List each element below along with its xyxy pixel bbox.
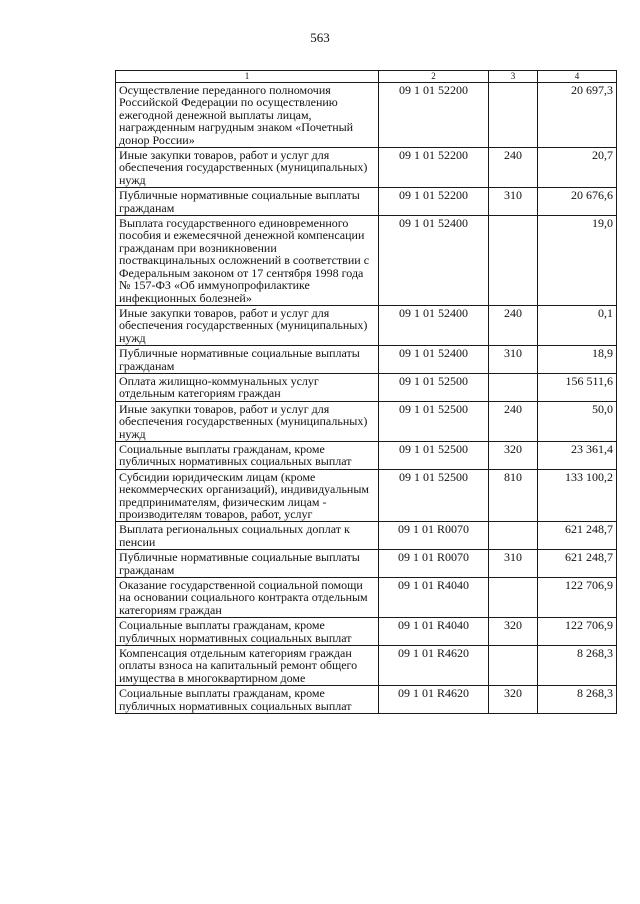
amount-cell: 19,0 [538,216,617,306]
amount-cell: 0,1 [538,305,617,345]
target-code-cell: 09 1 01 R4620 [379,646,489,686]
amount-cell: 18,9 [538,346,617,374]
table-row [116,216,617,306]
expense-name-cell: Субсидии юридическим лицам (кроме некоммерческих организаций), индивидуальным предпринимателям, физическим лицам - производителям товаров, работ, услуг [116,469,379,522]
page-number: 563 [310,30,330,45]
amount-cell: 621 248,7 [538,550,617,578]
expense-name-cell: Социальные выплаты гражданам, кроме публичных нормативных социальных выплат [116,618,379,646]
target-code-cell: 09 1 01 52200 [379,148,489,188]
table-row [116,469,617,522]
target-code-cell: 09 1 01 52400 [379,216,489,306]
amount-cell: 122 706,9 [538,578,617,618]
expense-name-cell: Иные закупки товаров, работ и услуг для обеспечения государственных (муниципальных) нужд [116,305,379,345]
table-row [116,305,617,345]
table-row [116,522,617,550]
expense-type-cell [489,373,538,401]
expense-name-cell: Публичные нормативные социальные выплаты гражданам [116,550,379,578]
column-header-3: 3 [489,71,538,83]
table-row [116,373,617,401]
expense-name-cell: Выплата государственного единовременного пособия и ежемесячной денежной компенсации гражданам при возникновении поствакцинальных осложнений в соответствии с Федеральным законом от 17 сентября 1998 года № 157-ФЗ «Об иммунопрофилактике инфекционных болезней» [116,216,379,306]
target-code-cell: 09 1 01 52500 [379,469,489,522]
column-header-1: 1 [116,71,379,83]
target-code-cell: 09 1 01 R0070 [379,550,489,578]
column-header-2: 2 [379,71,489,83]
expense-name-cell: Социальные выплаты гражданам, кроме публичных нормативных социальных выплат [116,441,379,469]
target-code-cell: 09 1 01 52200 [379,188,489,216]
expense-name-cell: Оказание государственной социальной помощи на основании социального контракта отдельным категориям граждан [116,578,379,618]
amount-cell: 50,0 [538,401,617,441]
expense-type-cell: 310 [489,188,538,216]
expense-type-cell [489,578,538,618]
expense-type-cell: 320 [489,441,538,469]
amount-cell: 20 697,3 [538,83,617,148]
target-code-cell: 09 1 01 R4620 [379,686,489,714]
expense-name-cell: Иные закупки товаров, работ и услуг для обеспечения государственных (муниципальных) нужд [116,401,379,441]
table-row [116,83,617,148]
table-row [116,148,617,188]
target-code-cell: 09 1 01 52400 [379,305,489,345]
amount-cell: 8 268,3 [538,686,617,714]
expense-type-cell [489,646,538,686]
expense-type-cell [489,522,538,550]
expense-type-cell: 240 [489,401,538,441]
target-code-cell: 09 1 01 52500 [379,401,489,441]
table-row [116,618,617,646]
table-row [116,686,617,714]
amount-cell: 156 511,6 [538,373,617,401]
amount-cell: 20,7 [538,148,617,188]
header-row [116,71,617,83]
expense-name-cell: Выплата региональных социальных доплат к пенсии [116,522,379,550]
expense-name-cell: Иные закупки товаров, работ и услуг для обеспечения государственных (муниципальных) нужд [116,148,379,188]
expense-name-cell: Социальные выплаты гражданам, кроме публичных нормативных социальных выплат [116,686,379,714]
column-header-4: 4 [538,71,617,83]
table-row [116,578,617,618]
table-row [116,401,617,441]
amount-cell: 122 706,9 [538,618,617,646]
amount-cell: 133 100,2 [538,469,617,522]
target-code-cell: 09 1 01 R0070 [379,522,489,550]
expense-type-cell: 310 [489,346,538,374]
table-row [116,346,617,374]
amount-cell: 8 268,3 [538,646,617,686]
target-code-cell: 09 1 01 52200 [379,83,489,148]
table-row [116,646,617,686]
table-row [116,550,617,578]
expense-type-cell: 310 [489,550,538,578]
expense-name-cell: Компенсация отдельным категориям граждан оплаты взноса на капитальный ремонт общего имущества в многоквартирном доме [116,646,379,686]
amount-cell: 20 676,6 [538,188,617,216]
expense-type-cell [489,83,538,148]
expense-name-cell: Оплата жилищно-коммунальных услуг отдельным категориям граждан [116,373,379,401]
expense-type-cell: 240 [489,148,538,188]
table-row [116,441,617,469]
target-code-cell: 09 1 01 52500 [379,373,489,401]
target-code-cell: 09 1 01 52400 [379,346,489,374]
expense-type-cell: 320 [489,618,538,646]
expense-type-cell: 810 [489,469,538,522]
target-code-cell: 09 1 01 R4040 [379,618,489,646]
target-code-cell: 09 1 01 R4040 [379,578,489,618]
table-row [116,188,617,216]
expense-name-cell: Публичные нормативные социальные выплаты гражданам [116,346,379,374]
amount-cell: 23 361,4 [538,441,617,469]
expense-type-cell: 240 [489,305,538,345]
expense-name-cell: Осуществление переданного полномочия Российской Федерации по осуществлению ежегодной денежной выплаты лицам, награжденным нагрудным знаком «Почетный донор России» [116,83,379,148]
amount-cell: 621 248,7 [538,522,617,550]
budget-table [115,70,617,714]
expense-name-cell: Публичные нормативные социальные выплаты гражданам [116,188,379,216]
target-code-cell: 09 1 01 52500 [379,441,489,469]
expense-type-cell [489,216,538,306]
expense-type-cell: 320 [489,686,538,714]
